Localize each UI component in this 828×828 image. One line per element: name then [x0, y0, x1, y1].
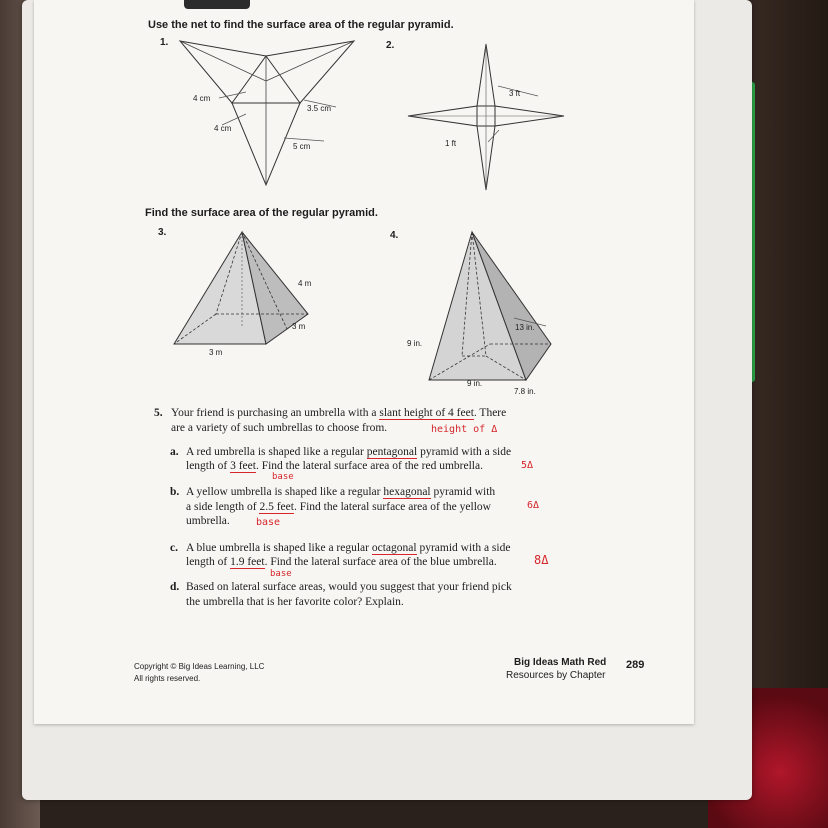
q5c-line-2: length of 1.9 feet. Find the lateral surface area of the blue umbrella. — [186, 556, 497, 568]
net-diagram-1 — [174, 38, 364, 188]
p4-label-c: 9 in. — [467, 379, 483, 388]
q5d-line-2: the umbrella that is her favorite color? Explain. — [186, 596, 404, 608]
q5c-line-1: A blue umbrella is shaped like a regular octagonal pyramid with a side — [186, 542, 511, 554]
q5c-note: 8Δ — [534, 553, 549, 567]
footer-rights: All rights reserved. — [134, 674, 201, 683]
heading-net: Use the net to find the surface area of the regular pyramid. — [148, 19, 454, 31]
q5-underline-slant: slant height of 4 feet — [379, 407, 474, 419]
pyramid-diagram-4 — [426, 226, 556, 386]
p3-label-a: 4 m — [298, 279, 312, 288]
p4-label-a: 13 in. — [515, 323, 535, 332]
q5a-note-base: base — [272, 472, 294, 482]
page-top-tab — [184, 0, 250, 9]
q5c-note-base: base — [270, 569, 292, 579]
q5b-note-base: base — [256, 517, 281, 528]
q5a-note: 5Δ — [521, 460, 534, 471]
problem-3-number: 3. — [158, 227, 167, 238]
p2-label-b: 1 ft — [445, 139, 457, 148]
q5-number: 5. — [154, 407, 163, 419]
worksheet-page — [34, 0, 694, 724]
p1-label-a: 4 cm — [193, 94, 211, 103]
heading-pyramid: Find the surface area of the regular pyramid. — [145, 207, 378, 219]
q5b-line-2: a side length of 2.5 feet. Find the lateral surface area of the yellow — [186, 501, 491, 513]
q5b-letter: b. — [170, 486, 180, 498]
q5b-line-3: umbrella. — [186, 515, 230, 527]
problem-1-number: 1. — [160, 37, 169, 48]
q5a-line-1: A red umbrella is shaped like a regular pentagonal pyramid with a side — [186, 446, 512, 458]
p1-label-b: 3.5 cm — [307, 104, 332, 113]
q5d-line-1: Based on lateral surface areas, would you suggest that your friend pick — [186, 581, 512, 593]
page-number: 289 — [626, 659, 645, 671]
q5a-letter: a. — [170, 446, 179, 458]
p3-label-b: 3 m — [292, 322, 306, 331]
net-diagram-2 — [404, 40, 569, 195]
q5-line-1: Your friend is purchasing an umbrella with a slant height of 4 feet. There — [171, 407, 507, 419]
note-height: height of Δ — [431, 424, 498, 435]
p4-label-b: 9 in. — [407, 339, 423, 348]
p4-label-d: 7.8 in. — [514, 387, 536, 396]
q5d-letter: d. — [170, 581, 180, 593]
problem-2-number: 2. — [386, 40, 395, 51]
pyramid-diagram-3 — [170, 226, 320, 350]
q5a-line-2: length of 3 feet. Find the lateral surface area of the red umbrella. — [186, 460, 483, 472]
p1-label-c: 4 cm — [214, 124, 232, 133]
p3-label-c: 3 m — [209, 348, 223, 357]
q5c-letter: c. — [170, 542, 178, 554]
p2-label-a: 3 ft — [509, 89, 521, 98]
q5b-note: 6Δ — [527, 500, 540, 511]
footer-book-title: Big Ideas Math Red — [514, 657, 607, 668]
q5b-line-1: A yellow umbrella is shaped like a regular hexagonal pyramid with — [186, 486, 496, 498]
q5-line-2: are a variety of such umbrellas to choose from. — [171, 422, 388, 434]
p1-label-d: 5 cm — [293, 142, 311, 151]
footer-copyright: Copyright © Big Ideas Learning, LLC — [134, 662, 265, 671]
problem-4-number: 4. — [390, 230, 399, 241]
footer-resources: Resources by Chapter — [506, 670, 606, 681]
